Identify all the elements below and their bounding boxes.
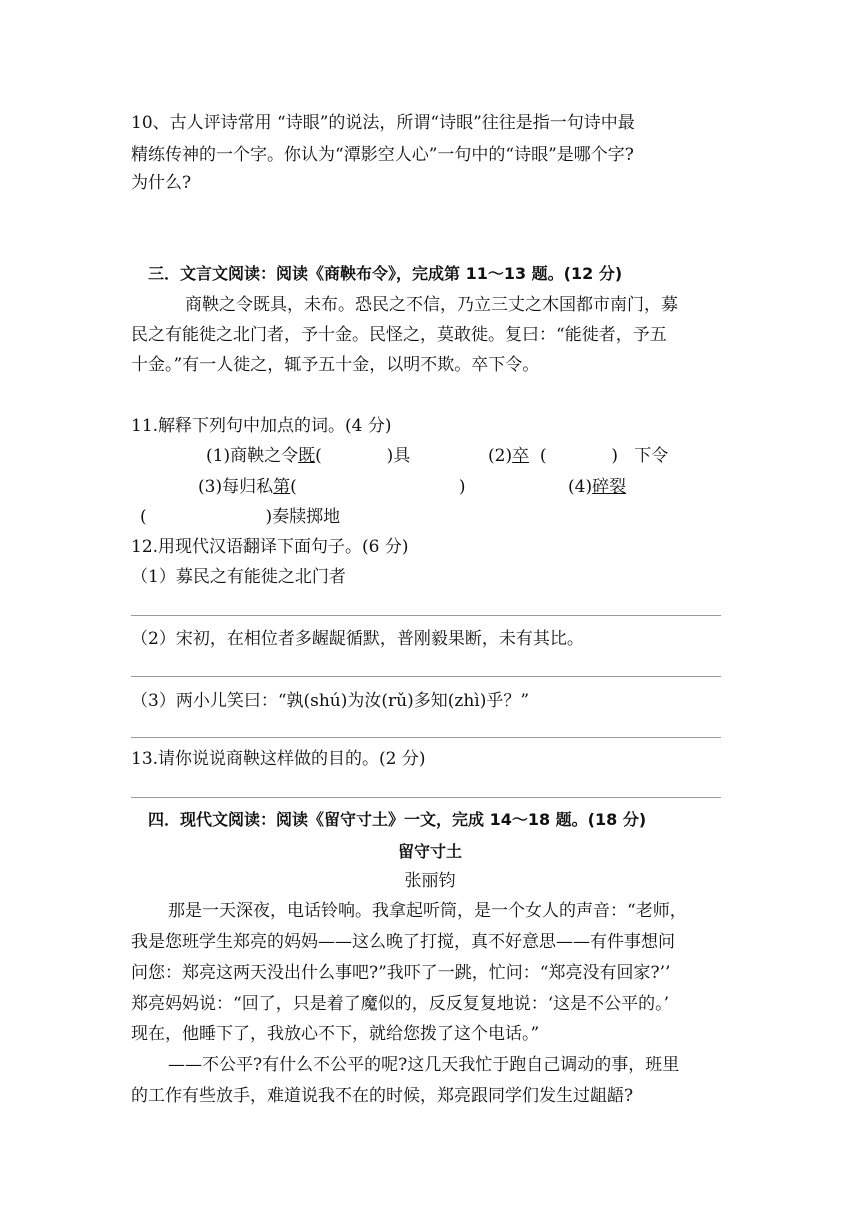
q11-item-2 [488, 446, 668, 466]
q11-item-4-prefix: (4) [568, 477, 593, 497]
article-line-3: 问您：郑亮这两天没出什么事吧?”我吓了一跳，忙问：“郑亮没有回家?’’ [131, 963, 671, 983]
q11-item-3 [198, 477, 465, 497]
q12-sentence-1: （1）募民之有能徙之北门者 [131, 567, 346, 587]
article-line-2: 我是您班学生郑亮的妈妈——这么晚了打搅，真不好意思——有件事想问 [131, 932, 675, 952]
q11-item-3-prefix: (3)每归私 [198, 477, 274, 497]
article-title: 留守寸土 [397, 842, 462, 861]
q11-stem: 11.解释下列句中加点的词。(4 分) [131, 416, 392, 436]
article-line-7: 的工作有些放手，难道说我不在的时候，郑亮跟同学们发生过龃龉? [131, 1086, 634, 1106]
q11-item-3-word: 第 [273, 477, 291, 497]
answer-line-4[interactable] [131, 797, 721, 798]
section-4-heading: 四．现代文阅读：阅读《留守寸土》一文，完成 14～18 题。(18 分) [148, 810, 647, 829]
answer-line-1[interactable] [131, 615, 721, 616]
article-line-4: 郑亮妈妈说：“回了，只是着了魔似的，反反复复地说：‘这是不公平的。’ [131, 994, 669, 1014]
q10-line-1: 10、古人评诗常用 “诗眼”的说法，所谓“诗眼”往往是指一句诗中最 [131, 113, 635, 133]
q11-item-1-prefix: (1)商鞅之令 [206, 446, 299, 466]
answer-line-3[interactable] [131, 737, 721, 738]
q11-item-1-word: 既 [298, 446, 316, 466]
q11-item-2-prefix: (2) [488, 446, 513, 466]
passage-line-2: 民之有能徙之北门者，予十金。民怪之，莫敢徙。复曰：“能徙者，予五 [131, 325, 667, 345]
q11-item-4 [568, 477, 626, 497]
q10-line-2: 精练传神的一个字。你认为“潭影空人心”一句中的“诗眼”是哪个字? [131, 145, 634, 165]
q11-item-4-blank[interactable]: ( )奏牍掷地 [140, 507, 341, 527]
passage-line-3: 十金。”有一人徙之，辄予五十金，以明不欺。卒下令。 [131, 355, 540, 375]
q11-item-4-word: 碎裂 [592, 477, 627, 497]
q11-item-2-blank[interactable]: ( ) 下令 [529, 446, 669, 466]
q12-sentence-3: （3）两小儿笑曰：“孰(shú)为汝(rǔ)多知(zhì)乎？” [131, 691, 530, 711]
section-3-heading: 三．文言文阅读：阅读《商鞅布令》，完成第 11～13 题。(12 分) [148, 264, 623, 283]
q11-item-1-blank[interactable]: ( )具 [315, 446, 411, 466]
article-line-5: 现在，他睡下了，我放心不下，就给您拨了这个电话。” [131, 1024, 540, 1044]
article-line-6: ——不公平?有什么不公平的呢?这几天我忙于跑自己调动的事，班里 [168, 1055, 680, 1075]
passage-line-1: 商鞅之令既具，未布。恐民之不信，乃立三丈之木国都市南门，募 [185, 295, 678, 315]
q12-stem: 12.用现代汉语翻译下面句子。(6 分) [131, 537, 409, 557]
q12-sentence-2: （2）宋初，在相位者多龌龊循默，普刚毅果断，未有其比。 [131, 629, 584, 649]
q11-item-2-word: 卒 [512, 446, 530, 466]
q11-item-3-blank[interactable]: ( ) [290, 477, 466, 497]
q13-stem: 13.请你说说商鞅这样做的目的。(2 分) [131, 749, 426, 769]
q10-line-3: 为什么? [131, 173, 192, 193]
q11-item-1 [206, 446, 410, 466]
answer-line-2[interactable] [131, 676, 721, 677]
article-line-1: 那是一天深夜，电话铃响。我拿起听筒，是一个女人的声音：“老师， [168, 901, 687, 921]
article-author: 张丽钧 [404, 871, 456, 891]
